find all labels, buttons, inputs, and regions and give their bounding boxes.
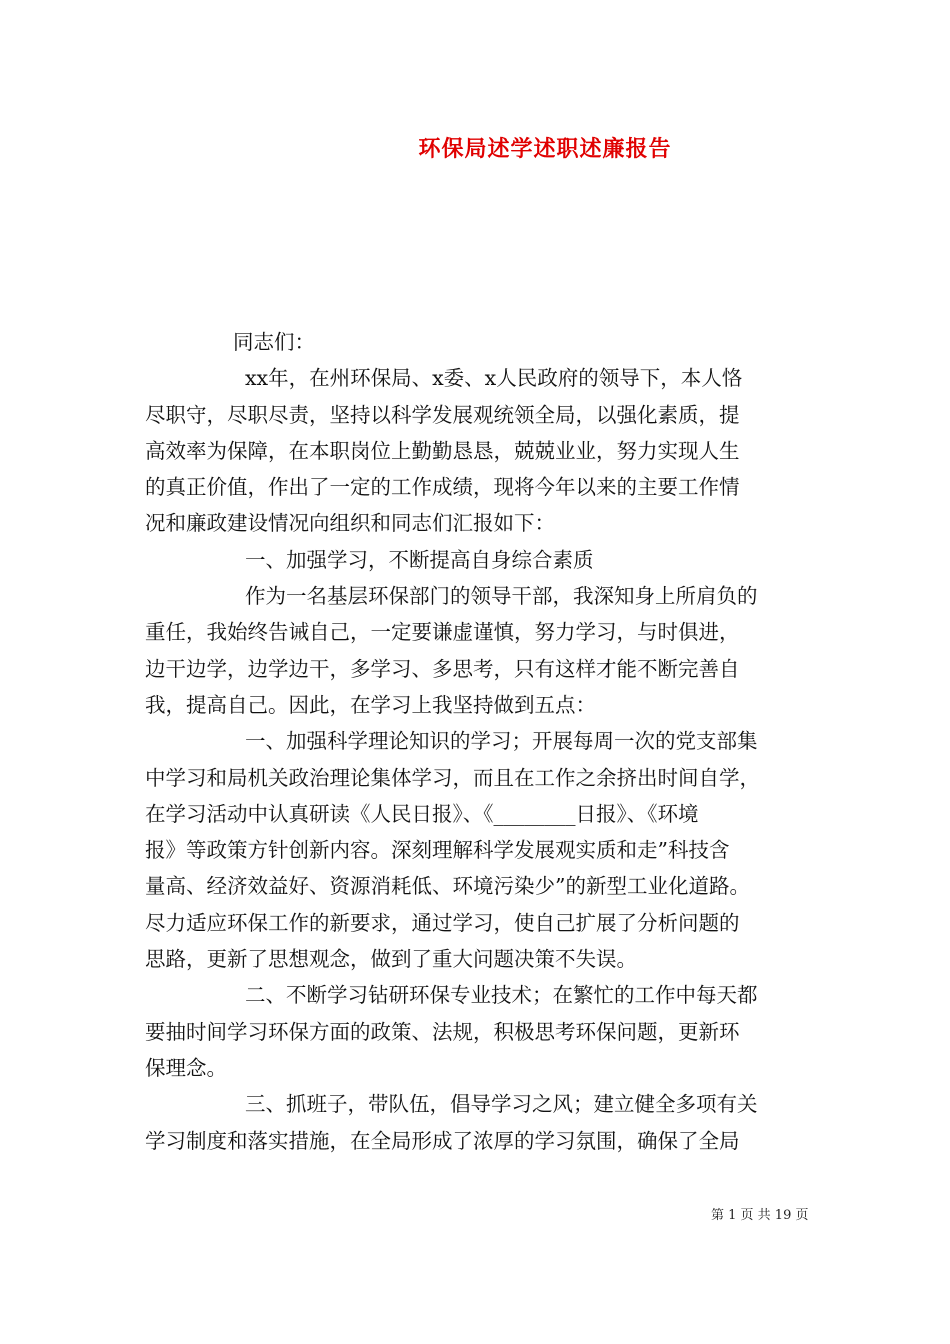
paragraph-line: 保理念。	[145, 1055, 227, 1080]
paragraph-line: 况和廉政建设情况向组织和同志们汇报如下：	[145, 511, 555, 536]
paragraph-line: 二、不断学习钻研环保专业技术；在繁忙的工作中每天都	[245, 983, 758, 1008]
paragraph-line: 思路，更新了思想观念，做到了重大问题决策不失误。	[145, 947, 637, 972]
paragraph-line: 报》等政策方针创新内容。深刻理解科学发展观实质和走”科技含	[145, 838, 730, 863]
paragraph-line: xx年，在州环保局、x委、x人民政府的领导下，本人恪	[245, 366, 743, 391]
paragraph-line: 的真正价值，作出了一定的工作成绩，现将今年以来的主要工作情	[145, 475, 740, 500]
paragraph-line: 尽力适应环保工作的新要求，通过学习，使自己扩展了分析问题的	[145, 910, 740, 935]
paragraph-line: 三、抓班子，带队伍，倡导学习之风；建立健全多项有关	[245, 1092, 758, 1117]
paragraph-line: 我，提高自己。因此，在学习上我坚持做到五点：	[145, 692, 596, 717]
paragraph-line: 一、加强科学理论知识的学习；开展每周一次的党支部集	[245, 729, 758, 754]
document-body	[145, 324, 809, 1159]
salutation: 同志们：	[233, 330, 315, 354]
paragraph-line: 量高、经济效益好、资源消耗低、环境污染少”的新型工业化道路。	[145, 874, 750, 899]
paragraph-line: 在学习活动中认真研读《人民日报》、《________日报》、《环境	[145, 801, 699, 826]
page-number-footer: 第 1 页 共 19 页	[711, 1208, 809, 1223]
document-title: 环保局述学述职述廉报告	[418, 136, 672, 162]
paragraph-line: 高效率为保障，在本职岗位上勤勤恳恳，兢兢业业，努力实现人生	[145, 438, 740, 463]
paragraph-line: 重任，我始终告诫自己，一定要谦虚谨慎，努力学习，与时俱进，	[145, 620, 740, 645]
paragraph-line: 学习制度和落实措施，在全局形成了浓厚的学习氛围，确保了全局	[145, 1128, 740, 1153]
paragraph-line: 作为一名基层环保部门的领导干部，我深知身上所肩负的	[245, 584, 758, 609]
section-heading: 一、加强学习，不断提高自身综合素质	[245, 547, 594, 572]
paragraph-line: 边干边学，边学边干，多学习、多思考，只有这样才能不断完善自	[145, 656, 740, 681]
paragraph-line: 要抽时间学习环保方面的政策、法规，积极思考环保问题，更新环	[145, 1019, 740, 1044]
paragraph-line: 中学习和局机关政治理论集体学习，而且在工作之余挤出时间自学，	[145, 765, 760, 790]
paragraph-line: 尽职守，尽职尽责，坚持以科学发展观统领全局，以强化素质，提	[145, 402, 740, 427]
